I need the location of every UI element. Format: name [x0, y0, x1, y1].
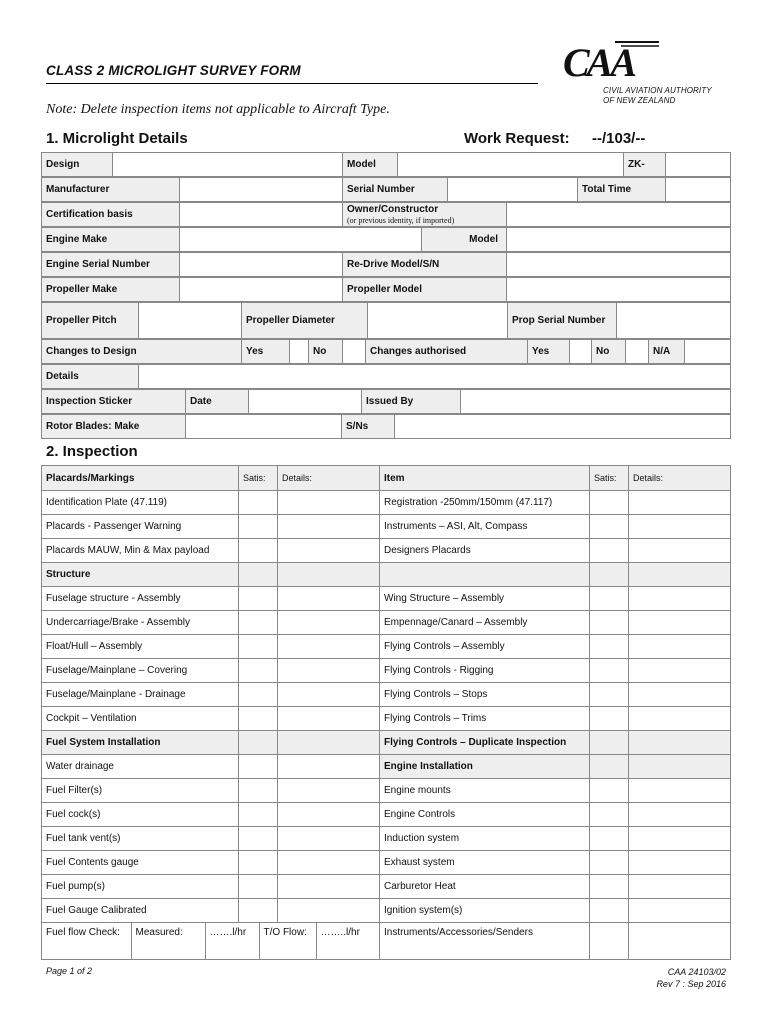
doc-revision: Rev 7 : Sep 2016 — [656, 979, 726, 989]
manufacturer-field[interactable] — [180, 178, 343, 202]
owner-note: (or previous identity, if imported) — [347, 215, 455, 225]
authorised-na-label: N/A — [649, 340, 685, 364]
satis-cell-right — [590, 731, 629, 755]
inspection-row — [42, 587, 731, 611]
details-cell-left[interactable] — [278, 707, 380, 731]
issued-by-label: Issued By — [362, 390, 461, 414]
rotor-blades-label: Rotor Blades: Make — [42, 415, 186, 439]
satis-cell-left — [239, 731, 278, 755]
inspection-row — [42, 875, 731, 899]
inspection-item-right: Designers Placards — [380, 539, 590, 563]
fuel-flow-cell — [42, 923, 380, 960]
authorised-yes-label: Yes — [528, 340, 570, 364]
date-field[interactable] — [249, 390, 362, 414]
inspection-item-right: Engine Controls — [380, 803, 590, 827]
inspection-row — [42, 779, 731, 803]
zk-field[interactable] — [666, 153, 731, 177]
details-cell-left[interactable] — [278, 755, 380, 779]
satis-cell-right[interactable] — [590, 827, 629, 851]
details-cell-left[interactable] — [278, 683, 380, 707]
satis-cell-left[interactable] — [239, 707, 278, 731]
satis-cell-left[interactable] — [239, 635, 278, 659]
inspection-item-left: Undercarriage/Brake - Assembly — [42, 611, 239, 635]
changes-to-design-label: Changes to Design — [42, 340, 242, 364]
satis-cell-left[interactable] — [239, 899, 278, 923]
details-cell-right[interactable] — [629, 803, 731, 827]
date-label: Date — [186, 390, 249, 414]
details-cell-right[interactable] — [629, 923, 731, 960]
authorised-yes-checkbox[interactable] — [570, 340, 592, 364]
engine-serial-field[interactable] — [180, 253, 343, 277]
satis-cell-left[interactable] — [239, 539, 278, 563]
inspection-item-left: Placards MAUW, Min & Max payload — [42, 539, 239, 563]
inspection-item-right: Ignition system(s) — [380, 899, 590, 923]
engine-make-field[interactable] — [180, 228, 422, 252]
logo-line2: OF NEW ZEALAND — [603, 96, 676, 105]
prop-serial-label: Prop Serial Number — [508, 303, 617, 339]
inspection-item-left: Fuel tank vent(s) — [42, 827, 239, 851]
changes-yes-label: Yes — [242, 340, 290, 364]
details-cell-left[interactable] — [278, 851, 380, 875]
satis-cell-left[interactable] — [239, 779, 278, 803]
satis-cell-left — [239, 563, 278, 587]
authorised-na-checkbox[interactable] — [685, 340, 731, 364]
satis-cell-left[interactable] — [239, 875, 278, 899]
propeller-model-label: Propeller Model — [343, 278, 507, 302]
certification-basis-field[interactable] — [180, 203, 343, 227]
details-cell-right — [629, 755, 731, 779]
details-cell-left[interactable] — [278, 659, 380, 683]
manufacturer-label: Manufacturer — [42, 178, 180, 202]
details-cell-right[interactable] — [629, 707, 731, 731]
propeller-make-field[interactable] — [180, 278, 343, 302]
changes-no-checkbox[interactable] — [343, 340, 366, 364]
satis-cell-left[interactable] — [239, 611, 278, 635]
inspection-group-header: Structure — [42, 563, 239, 587]
details-cell-right[interactable] — [629, 827, 731, 851]
details-cell-right[interactable] — [629, 587, 731, 611]
propeller-pitch-label: Propeller Pitch — [42, 303, 139, 339]
model-field[interactable] — [398, 153, 624, 177]
details-cell-right[interactable] — [629, 779, 731, 803]
inspection-item-right: Flying Controls - Rigging — [380, 659, 590, 683]
inspection-row — [42, 827, 731, 851]
details-cell-left[interactable] — [278, 587, 380, 611]
rotor-make-field[interactable] — [186, 415, 342, 439]
logo-line1: CIVIL AVIATION AUTHORITY — [603, 86, 712, 95]
issued-by-field[interactable] — [461, 390, 731, 414]
inspection-row — [42, 563, 731, 587]
to-flow-field[interactable]: ……..l/hr — [320, 927, 360, 938]
inspection-row — [42, 803, 731, 827]
col-item-header: Item — [380, 466, 590, 491]
satis-cell-right[interactable] — [590, 803, 629, 827]
satis-cell-left[interactable] — [239, 803, 278, 827]
doc-reference — [656, 966, 726, 990]
inspection-item-right: Carburetor Heat — [380, 875, 590, 899]
section1-heading: 1. Microlight Details — [46, 130, 188, 147]
caa-logo — [563, 40, 733, 106]
satis-cell-left[interactable] — [239, 683, 278, 707]
model-label: Model — [343, 153, 398, 177]
engine-model-field[interactable] — [507, 228, 731, 252]
inspection-row — [42, 491, 731, 515]
details-cell-right[interactable] — [629, 875, 731, 899]
propeller-diameter-label: Propeller Diameter — [242, 303, 368, 339]
inspection-item-left: Identification Plate (47.119) — [42, 491, 239, 515]
inspection-sticker-label: Inspection Sticker — [42, 390, 186, 414]
changes-authorised-label: Changes authorised — [366, 340, 528, 364]
details-cell-right[interactable] — [629, 851, 731, 875]
details-cell-left[interactable] — [278, 779, 380, 803]
inspection-item-right: Flying Controls – Duplicate Inspection — [380, 731, 590, 755]
engine-make-label: Engine Make — [42, 228, 180, 252]
satis-cell-right[interactable] — [590, 683, 629, 707]
redrive-label: Re-Drive Model/S/N — [343, 253, 507, 277]
satis-cell-right[interactable] — [590, 923, 629, 960]
details-field[interactable] — [139, 365, 731, 389]
details-cell-left[interactable] — [278, 491, 380, 515]
inspection-item-right: Wing Structure – Assembly — [380, 587, 590, 611]
inspection-item-right: Exhaust system — [380, 851, 590, 875]
measured-label: Measured: — [131, 923, 205, 959]
satis-cell-left[interactable] — [239, 755, 278, 779]
inspection-item-left: Water drainage — [42, 755, 239, 779]
details-cell-right[interactable] — [629, 659, 731, 683]
inspection-item-left: Fuselage/Mainplane – Covering — [42, 659, 239, 683]
form-title: CLASS 2 MICROLIGHT SURVEY FORM — [46, 63, 301, 78]
section2-heading: 2. Inspection — [46, 443, 138, 460]
authorised-no-checkbox[interactable] — [626, 340, 649, 364]
details-cell-left[interactable] — [278, 899, 380, 923]
satis-cell-right[interactable] — [590, 587, 629, 611]
details-cell-left[interactable] — [278, 539, 380, 563]
col-placards-header: Placards/Markings — [42, 466, 239, 491]
details-cell-right[interactable] — [629, 515, 731, 539]
col-details-header-left: Details: — [278, 466, 380, 491]
satis-cell-right — [590, 563, 629, 587]
microlight-details-grid — [41, 152, 731, 439]
details-cell-left[interactable] — [278, 803, 380, 827]
sns-field[interactable] — [395, 415, 731, 439]
serial-number-label: Serial Number — [343, 178, 448, 202]
inspection-row — [42, 659, 731, 683]
engine-model-label: Model — [422, 228, 507, 252]
col-satis-header-right: Satis: — [590, 466, 629, 491]
satis-cell-right[interactable] — [590, 851, 629, 875]
col-details-header-right: Details: — [629, 466, 731, 491]
details-cell-right — [629, 731, 731, 755]
svg-text:CAA: CAA — [563, 40, 635, 82]
certification-basis-label: Certification basis — [42, 203, 180, 227]
title-underline — [46, 83, 538, 84]
inspection-item-left: Fuel Contents gauge — [42, 851, 239, 875]
inspection-item-left: Cockpit – Ventilation — [42, 707, 239, 731]
inspection-item-left: Fuel Gauge Calibrated — [42, 899, 239, 923]
to-flow-label: T/O Flow: — [259, 923, 316, 959]
authorised-no-label: No — [592, 340, 626, 364]
fuel-flow-row — [42, 923, 731, 960]
inspection-item-right: Empennage/Canard – Assembly — [380, 611, 590, 635]
details-label: Details — [42, 365, 139, 389]
inspection-item-right: Flying Controls – Assembly — [380, 635, 590, 659]
inspection-item-right: Flying Controls – Stops — [380, 683, 590, 707]
inspection-item-right: Engine mounts — [380, 779, 590, 803]
design-label: Design — [42, 153, 113, 177]
satis-cell-right[interactable] — [590, 635, 629, 659]
inspection-item-left: Float/Hull – Assembly — [42, 635, 239, 659]
details-cell-right[interactable] — [629, 491, 731, 515]
inspection-row — [42, 611, 731, 635]
satis-cell-right[interactable] — [590, 539, 629, 563]
satis-cell-left[interactable] — [239, 827, 278, 851]
inspection-item-right: Registration -250mm/150mm (47.117) — [380, 491, 590, 515]
satis-cell-left[interactable] — [239, 851, 278, 875]
satis-cell-left[interactable] — [239, 659, 278, 683]
inspection-group-header: Engine Installation — [380, 755, 590, 779]
changes-no-label: No — [309, 340, 343, 364]
inspection-row — [42, 539, 731, 563]
total-time-field[interactable] — [666, 178, 731, 202]
satis-cell-right[interactable] — [590, 779, 629, 803]
details-cell-left — [278, 731, 380, 755]
inspection-item-right: Instruments – ASI, Alt, Compass — [380, 515, 590, 539]
fuel-flow-check-label: Fuel flow Check: — [42, 923, 131, 959]
inspection-row — [42, 851, 731, 875]
details-cell-right[interactable] — [629, 611, 731, 635]
satis-cell-right[interactable] — [590, 875, 629, 899]
total-time-label: Total Time — [578, 178, 666, 202]
inspection-item-right: Instruments/Accessories/Senders — [380, 923, 590, 960]
work-request-value: --/103/-- — [592, 130, 646, 147]
satis-cell-right[interactable] — [590, 491, 629, 515]
col-satis-header-left: Satis: — [239, 466, 278, 491]
inspection-table — [41, 465, 731, 960]
inspection-item-left: Fuel cock(s) — [42, 803, 239, 827]
details-cell-left[interactable] — [278, 635, 380, 659]
work-request-label: Work Request: — [464, 130, 570, 147]
owner-constructor-label: Owner/Constructor (or previous identity, if imported) — [343, 203, 507, 227]
details-cell-left[interactable] — [278, 875, 380, 899]
satis-cell-left[interactable] — [239, 515, 278, 539]
satis-cell-right — [590, 755, 629, 779]
form-note: Note: Delete inspection items not applicable to Aircraft Type. — [46, 102, 390, 117]
inspection-row — [42, 635, 731, 659]
propeller-model-field[interactable] — [507, 278, 731, 302]
details-cell-right[interactable] — [629, 539, 731, 563]
details-cell-right[interactable] — [629, 899, 731, 923]
design-field[interactable] — [113, 153, 343, 177]
measured-field[interactable]: …….l/hr — [205, 923, 259, 959]
satis-cell-left[interactable] — [239, 491, 278, 515]
inspection-item-left: Fuselage structure - Assembly — [42, 587, 239, 611]
inspection-row — [42, 755, 731, 779]
inspection-item-right: Flying Controls – Trims — [380, 707, 590, 731]
inspection-item-left: Fuel Filter(s) — [42, 779, 239, 803]
engine-serial-label: Engine Serial Number — [42, 253, 180, 277]
inspection-item-right: Induction system — [380, 827, 590, 851]
inspection-item-left: Fuel pump(s) — [42, 875, 239, 899]
inspection-item-right — [380, 563, 590, 587]
serial-number-field[interactable] — [448, 178, 578, 202]
inspection-row — [42, 515, 731, 539]
satis-cell-right[interactable] — [590, 659, 629, 683]
propeller-diameter-field[interactable] — [368, 303, 508, 339]
details-cell-left[interactable] — [278, 827, 380, 851]
inspection-item-left: Placards - Passenger Warning — [42, 515, 239, 539]
inspection-row — [42, 683, 731, 707]
inspection-row — [42, 731, 731, 755]
satis-cell-right[interactable] — [590, 611, 629, 635]
details-cell-left — [278, 563, 380, 587]
sns-label: S/Ns — [342, 415, 395, 439]
details-cell-right[interactable] — [629, 683, 731, 707]
inspection-row — [42, 899, 731, 923]
owner-constructor-field[interactable] — [507, 203, 731, 227]
details-cell-right[interactable] — [629, 635, 731, 659]
satis-cell-right[interactable] — [590, 707, 629, 731]
zk-label: ZK- — [624, 153, 666, 177]
satis-cell-right[interactable] — [590, 515, 629, 539]
details-cell-right — [629, 563, 731, 587]
redrive-field[interactable] — [507, 253, 731, 277]
inspection-item-left: Fuselage/Mainplane - Drainage — [42, 683, 239, 707]
doc-number: CAA 24103/02 — [667, 967, 726, 977]
inspection-group-header: Fuel System Installation — [42, 731, 239, 755]
prop-serial-field[interactable] — [617, 303, 731, 339]
propeller-make-label: Propeller Make — [42, 278, 180, 302]
satis-cell-right[interactable] — [590, 899, 629, 923]
changes-yes-checkbox[interactable] — [290, 340, 309, 364]
propeller-pitch-field[interactable] — [139, 303, 242, 339]
details-cell-left[interactable] — [278, 611, 380, 635]
satis-cell-left[interactable] — [239, 587, 278, 611]
inspection-row — [42, 707, 731, 731]
details-cell-left[interactable] — [278, 515, 380, 539]
page-number: Page 1 of 2 — [46, 966, 93, 976]
